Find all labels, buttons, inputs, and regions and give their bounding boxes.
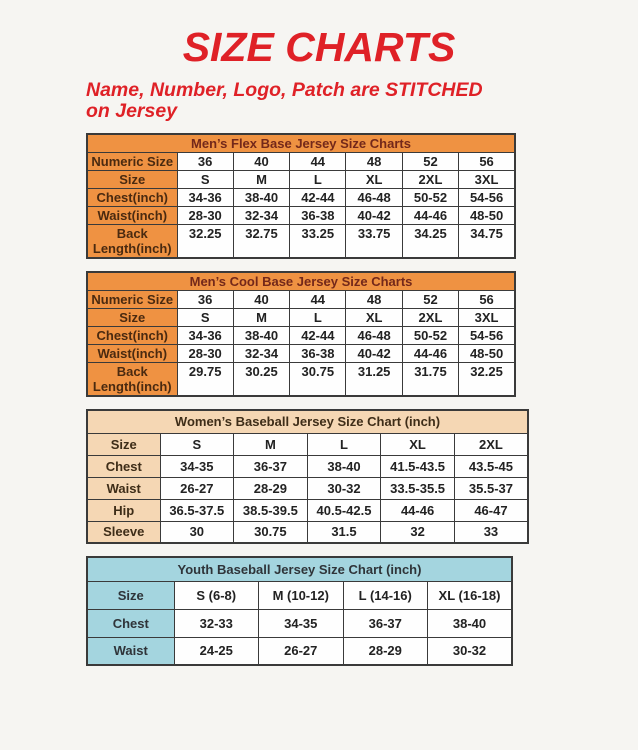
cell-value: 26-27: [160, 477, 234, 499]
cell-value: XL: [346, 171, 402, 189]
cell-value: 50-52: [402, 189, 458, 207]
cell-value: 46-47: [454, 499, 528, 521]
womens-size-table: [86, 409, 529, 544]
table-title: Women’s Baseball Jersey Size Chart (inch): [87, 410, 528, 433]
cell-value: M: [233, 171, 289, 189]
row-label: Waist: [87, 477, 160, 499]
cell-value: 31.75: [402, 363, 458, 397]
cell-value: L: [290, 309, 346, 327]
cell-value: 30: [160, 521, 234, 543]
cell-value: 35.5-37: [454, 477, 528, 499]
table-row: [87, 637, 512, 665]
cell-value: XL: [381, 433, 455, 455]
row-label: Size: [87, 581, 174, 609]
row-label: Size: [87, 309, 177, 327]
cell-value: 36-38: [290, 345, 346, 363]
cell-value: 2XL: [402, 309, 458, 327]
cell-value: S: [177, 171, 233, 189]
cell-value: S (6-8): [174, 581, 259, 609]
size-charts-page: [0, 24, 638, 750]
cell-value: 46-48: [346, 189, 402, 207]
cell-value: 32.25: [459, 363, 515, 397]
cell-value: M: [233, 309, 289, 327]
row-label: Back Length(inch): [87, 225, 177, 259]
cell-value: 48-50: [459, 345, 515, 363]
cell-value: 34-35: [160, 455, 234, 477]
cell-value: 33: [454, 521, 528, 543]
row-label: Chest: [87, 609, 174, 637]
cell-value: 34.75: [459, 225, 515, 259]
cell-value: 40-42: [346, 207, 402, 225]
table-row: [87, 309, 515, 327]
mens-cool-size-table: [86, 271, 516, 397]
cell-value: 32-34: [233, 207, 289, 225]
table-header-row: [87, 557, 512, 581]
tables-container: [0, 133, 638, 666]
cell-value: 38-40: [307, 455, 381, 477]
cell-value: XL: [346, 309, 402, 327]
cell-value: 52: [402, 153, 458, 171]
page-title: SIZE CHARTS: [182, 24, 456, 70]
cell-value: 3XL: [459, 171, 515, 189]
cell-value: 38-40: [233, 189, 289, 207]
cell-value: 36-37: [343, 609, 428, 637]
table-row: [87, 477, 528, 499]
row-label: Size: [87, 433, 160, 455]
cell-value: 36-37: [234, 455, 308, 477]
cell-value: 2XL: [454, 433, 528, 455]
cell-value: 31.5: [307, 521, 381, 543]
cell-value: 40: [233, 153, 289, 171]
cell-value: 42-44: [290, 327, 346, 345]
cell-value: 34-36: [177, 327, 233, 345]
cell-value: 52: [402, 291, 458, 309]
table-title: Youth Baseball Jersey Size Chart (inch): [87, 557, 512, 581]
cell-value: 56: [459, 153, 515, 171]
cell-value: 32: [381, 521, 455, 543]
table-row: [87, 521, 528, 543]
cell-value: 36.5-37.5: [160, 499, 234, 521]
cell-value: 32-34: [233, 345, 289, 363]
cell-value: 34-36: [177, 189, 233, 207]
cell-value: 31.25: [346, 363, 402, 397]
row-label: Sleeve: [87, 521, 160, 543]
cell-value: 3XL: [459, 309, 515, 327]
row-label: Numeric Size: [87, 291, 177, 309]
cell-value: 38-40: [428, 609, 513, 637]
cell-value: 44: [290, 291, 346, 309]
page-subtitle-line-1: Name, Number, Logo, Patch are STITCHED: [86, 79, 483, 101]
cell-value: 30-32: [307, 477, 381, 499]
cell-value: S: [177, 309, 233, 327]
table-row: [87, 207, 515, 225]
cell-value: 54-56: [459, 189, 515, 207]
cell-value: 40-42: [346, 345, 402, 363]
cell-value: 46-48: [346, 327, 402, 345]
cell-value: 40.5-42.5: [307, 499, 381, 521]
cell-value: 56: [459, 291, 515, 309]
table-row: [87, 609, 512, 637]
table-row: [87, 291, 515, 309]
cell-value: 32.75: [233, 225, 289, 259]
table-row: [87, 225, 515, 259]
cell-value: 36: [177, 153, 233, 171]
table-row: [87, 363, 515, 397]
cell-value: 54-56: [459, 327, 515, 345]
cell-value: 28-30: [177, 345, 233, 363]
cell-value: 28-30: [177, 207, 233, 225]
cell-value: 30.75: [290, 363, 346, 397]
cell-value: 2XL: [402, 171, 458, 189]
cell-value: M: [234, 433, 308, 455]
table-header-row: [87, 410, 528, 433]
cell-value: XL (16-18): [428, 581, 513, 609]
table-title: Men’s Flex Base Jersey Size Charts: [87, 134, 515, 153]
cell-value: 24-25: [174, 637, 259, 665]
cell-value: 50-52: [402, 327, 458, 345]
cell-value: 42-44: [290, 189, 346, 207]
cell-value: 33.5-35.5: [381, 477, 455, 499]
cell-value: 43.5-45: [454, 455, 528, 477]
cell-value: 28-29: [343, 637, 428, 665]
cell-value: 38.5-39.5: [234, 499, 308, 521]
table-title: Men’s Cool Base Jersey Size Charts: [87, 272, 515, 291]
youth-size-table: [86, 556, 513, 666]
row-label: Waist(inch): [87, 207, 177, 225]
cell-value: 36: [177, 291, 233, 309]
cell-value: 44: [290, 153, 346, 171]
cell-value: 44-46: [402, 345, 458, 363]
cell-value: S: [160, 433, 234, 455]
cell-value: 36-38: [290, 207, 346, 225]
cell-value: 48-50: [459, 207, 515, 225]
cell-value: 30-32: [428, 637, 513, 665]
table-row: [87, 433, 528, 455]
cell-value: 38-40: [233, 327, 289, 345]
cell-value: 41.5-43.5: [381, 455, 455, 477]
cell-value: 33.75: [346, 225, 402, 259]
cell-value: 29.75: [177, 363, 233, 397]
mens-flex-size-table: [86, 133, 516, 259]
row-label: Hip: [87, 499, 160, 521]
cell-value: 34-35: [259, 609, 344, 637]
row-label: Chest(inch): [87, 189, 177, 207]
cell-value: 32-33: [174, 609, 259, 637]
cell-value: 30.25: [233, 363, 289, 397]
cell-value: 34.25: [402, 225, 458, 259]
page-subtitle: [86, 80, 638, 122]
cell-value: L (14-16): [343, 581, 428, 609]
row-label: Size: [87, 171, 177, 189]
cell-value: 40: [233, 291, 289, 309]
cell-value: 32.25: [177, 225, 233, 259]
cell-value: L: [307, 433, 381, 455]
row-label: Waist(inch): [87, 345, 177, 363]
table-row: [87, 581, 512, 609]
row-label: Back Length(inch): [87, 363, 177, 397]
table-row: [87, 153, 515, 171]
table-row: [87, 499, 528, 521]
cell-value: M (10-12): [259, 581, 344, 609]
cell-value: 30.75: [234, 521, 308, 543]
table-row: [87, 171, 515, 189]
row-label: Chest: [87, 455, 160, 477]
row-label: Numeric Size: [87, 153, 177, 171]
row-label: Waist: [87, 637, 174, 665]
cell-value: 33.25: [290, 225, 346, 259]
table-header-row: [87, 134, 515, 153]
table-row: [87, 327, 515, 345]
table-row: [87, 345, 515, 363]
cell-value: 44-46: [381, 499, 455, 521]
cell-value: L: [290, 171, 346, 189]
cell-value: 48: [346, 291, 402, 309]
table-row: [87, 189, 515, 207]
table-header-row: [87, 272, 515, 291]
cell-value: 44-46: [402, 207, 458, 225]
cell-value: 28-29: [234, 477, 308, 499]
cell-value: 48: [346, 153, 402, 171]
table-row: [87, 455, 528, 477]
page-subtitle-line-2: on Jersey: [86, 100, 178, 122]
row-label: Chest(inch): [87, 327, 177, 345]
cell-value: 26-27: [259, 637, 344, 665]
